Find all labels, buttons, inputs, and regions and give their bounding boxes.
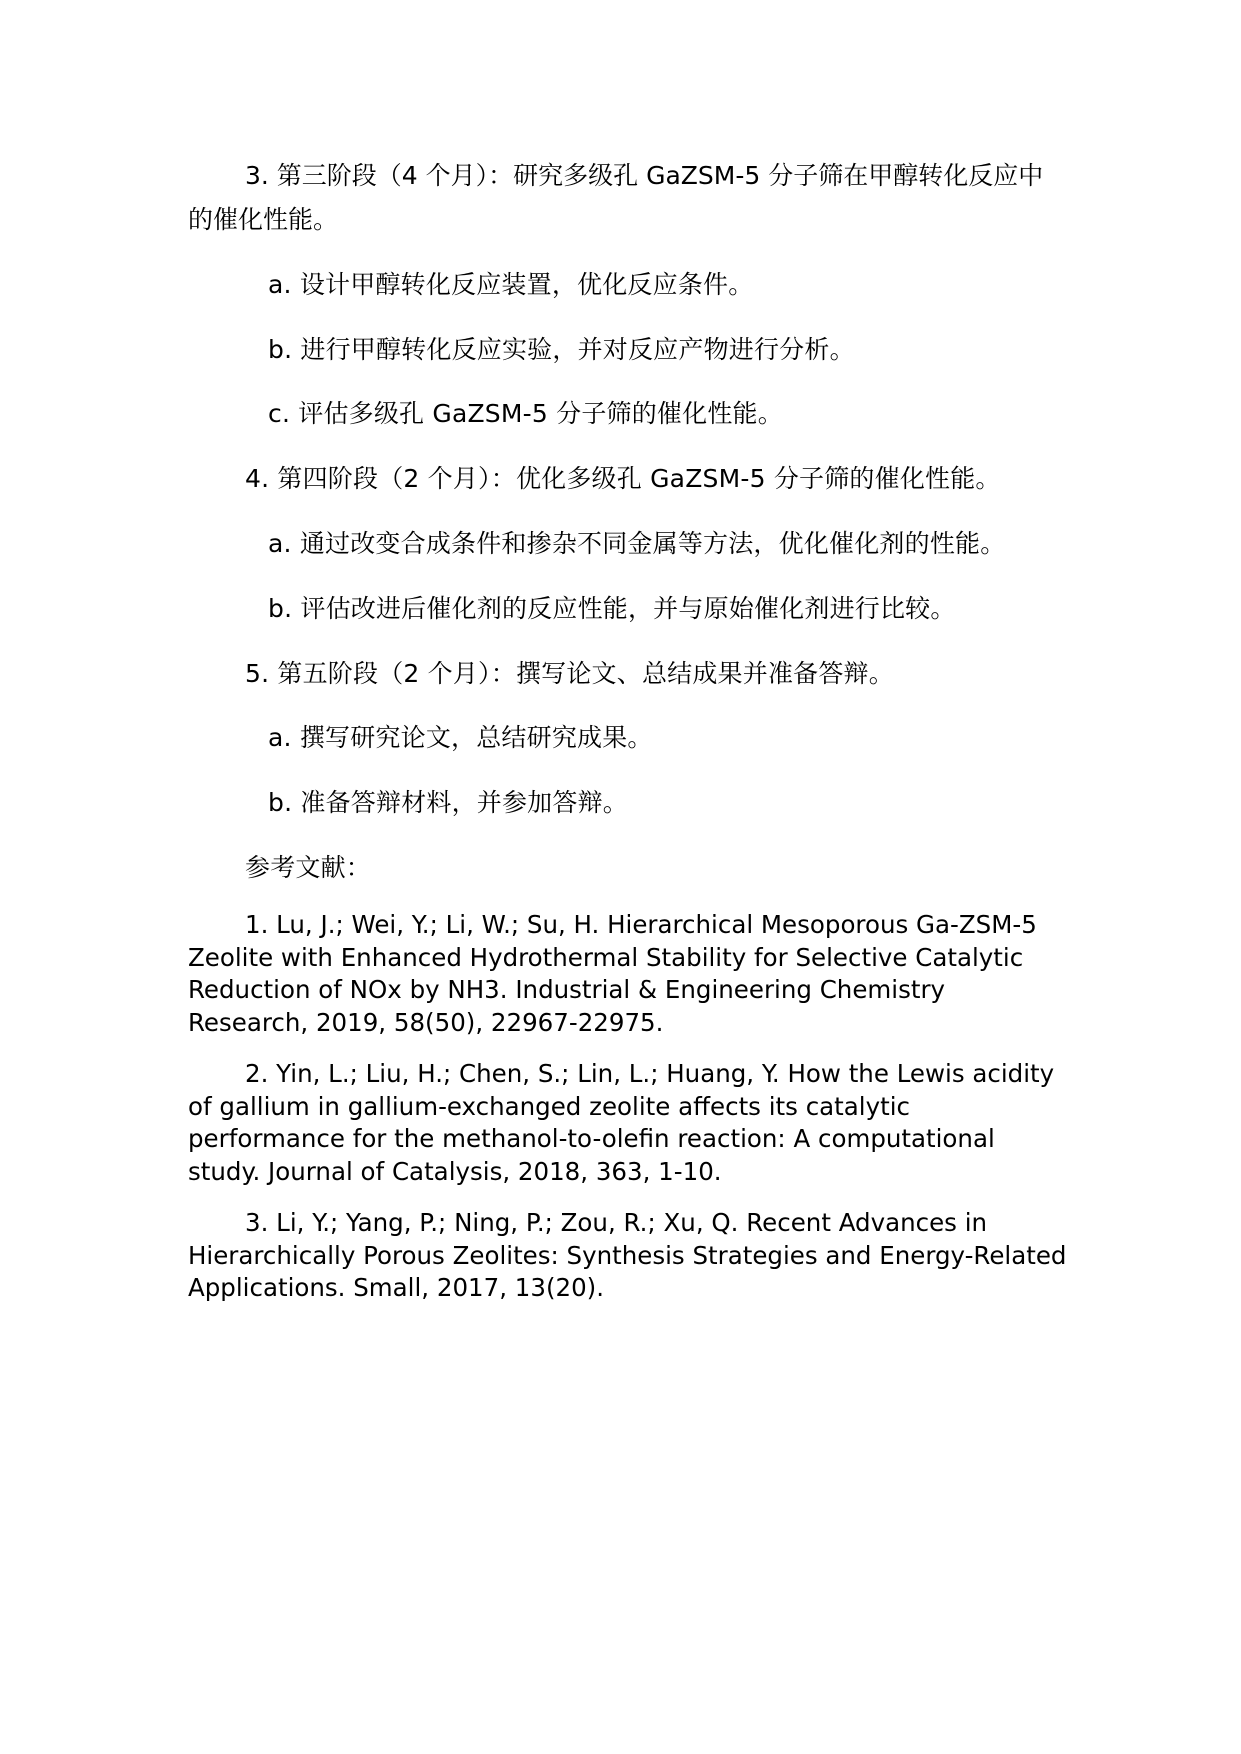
stage-3-paragraph: 3. 第三阶段（4 个月）：研究多级孔 GaZSM-5 分子筛在甲醇转化反应中的催化性能。 xyxy=(188,161,1044,234)
stage-5-item-a: a. 撰写研究论文，总结研究成果。 xyxy=(268,723,653,752)
references-heading: 参考文献： xyxy=(245,853,372,882)
stage-3-item-b: b. 进行甲醇转化反应实验，并对反应产物进行分析。 xyxy=(268,335,855,364)
reference-item: 3. Li, Y.; Yang, P.; Ning, P.; Zou, R.; Xu, Q. Recent Advances in Hierarchically Porous Zeolites: Synthesis Strategies and Energy-Related Applications. Small, 2017, 13(20). xyxy=(188,1208,1067,1302)
stage-5-paragraph: 5. 第五阶段（2 个月）：撰写论文、总结成果并准备答辩。 xyxy=(245,659,894,688)
reference-item: 1. Lu, J.; Wei, Y.; Li, W.; Su, H. Hierarchical Mesoporous Ga-ZSM-5 Zeolite with Enhanced Hydrothermal Stability for Selective Catalytic Reduction of NOx by NH3. Industrial & Engineering Chemistry Research, 2019, 58(50), 22967-22975. xyxy=(188,910,1037,1037)
stage-5-item-b: b. 准备答辩材料，并参加答辩。 xyxy=(268,788,628,817)
stage-4-item-b: b. 评估改进后催化剂的反应性能，并与原始催化剂进行比较。 xyxy=(268,594,956,623)
stage-3-item-c: c. 评估多级孔 GaZSM-5 分子筛的催化性能。 xyxy=(268,399,783,428)
reference-item: 2. Yin, L.; Liu, H.; Chen, S.; Lin, L.; Huang, Y. How the Lewis acidity of gallium in gallium-exchanged zeolite affects its catalytic performance for the methanol-to-olefin reaction: A computational study. Journal of Catalysis, 2018, 363, 1-10. xyxy=(188,1059,1055,1186)
stage-4-paragraph: 4. 第四阶段（2 个月）：优化多级孔 GaZSM-5 分子筛的催化性能。 xyxy=(245,464,1001,493)
stage-4-item-a: a. 通过改变合成条件和掺杂不同金属等方法，优化催化剂的性能。 xyxy=(268,529,1006,558)
stage-3-item-a: a. 设计甲醇转化反应装置，优化反应条件。 xyxy=(268,270,754,299)
